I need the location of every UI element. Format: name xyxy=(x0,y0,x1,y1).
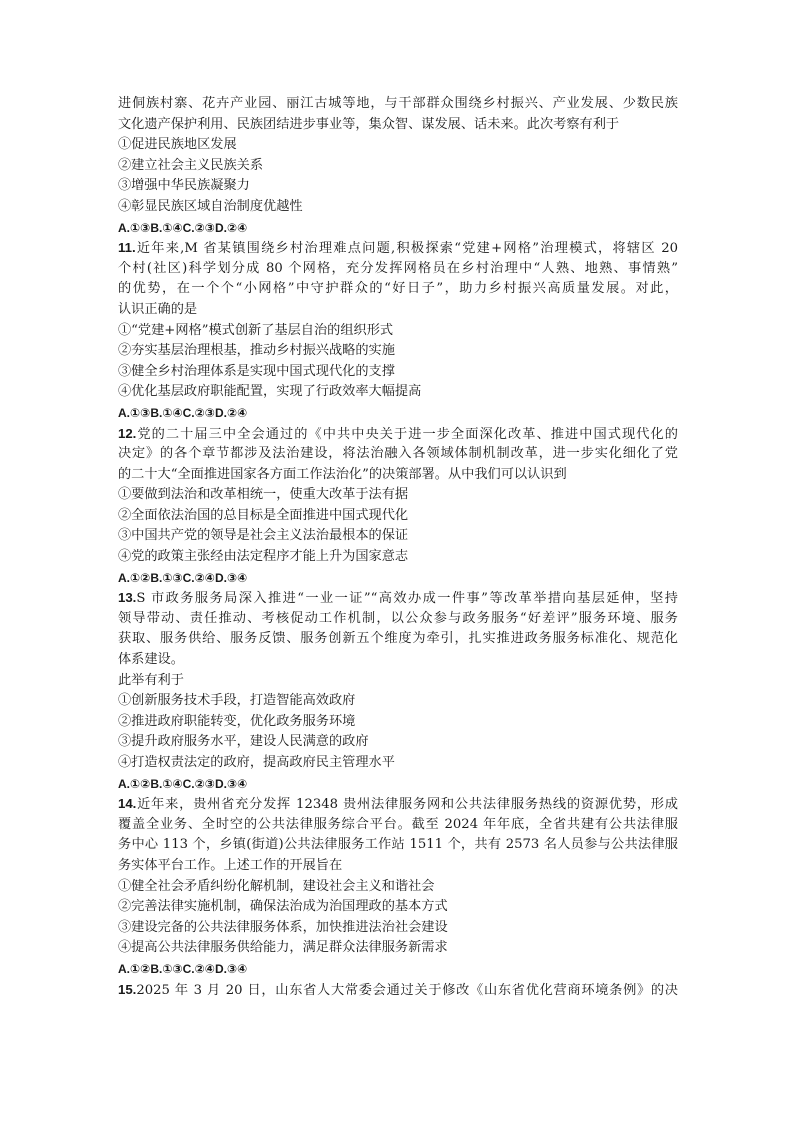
stem-line: 的二十大“全面推进国家各方面工作法治化”的决策部署。从中我们可以认识到 xyxy=(118,466,567,482)
stem-line: 个村(社区)科学划分成 80 个网格，充分发挥网格员在乡村治理中“人熟、地熟、事情熟” xyxy=(118,260,678,276)
option: ②推进政府职能转变，优化政务服务环境 xyxy=(118,713,356,729)
stem-line: 领导带动、责任推动、考核促动工作机制，以公众参与政务服务“好差评”服务环境、服务 xyxy=(118,610,678,626)
answer-choices: A.①③B.①④C.②③D.②④ xyxy=(118,220,248,235)
question-12 xyxy=(118,424,678,589)
option: ③中国共产党的领导是社会主义法治最根本的保证 xyxy=(118,528,409,544)
option: ④打造权责法定的政府，提高政府民主管理水平 xyxy=(118,755,395,770)
answer-choices: A.①②B.①③C.②④D.③④ xyxy=(118,570,248,585)
stem-line: 的优势，在一个个“小网格”中守护群众的“好日子”，助力乡村振兴高质量发展。对此， xyxy=(118,281,678,297)
option: ③建设完备的公共法律服务体系，加快推进法治社会建设 xyxy=(118,919,448,935)
option: ②夯实基层治理根基，推动乡村振兴战略的实施 xyxy=(118,343,395,359)
question-number: 15. xyxy=(118,981,137,997)
stem-line: 党的二十届三中全会通过的《中共中央关于进一步全面深化改革、推进中国式现代化的 xyxy=(136,426,678,442)
question-number: 13. xyxy=(118,590,137,606)
stem-line: 此举有利于 xyxy=(118,672,184,688)
stem-line: 务实体平台工作。上述工作的开展旨在 xyxy=(118,857,343,873)
stem-line: 文化遗产保护利用、民族团结进步事业等，集众智、谋发展、话未来。此次考察有利于 xyxy=(118,116,620,132)
stem-line: 近年来，贵州省充分发挥 12348 贵州法律服务网和公共法律服务热线的资源优势，形成 xyxy=(136,797,678,813)
option: ④彰显民族区域自治制度优越性 xyxy=(118,198,303,214)
stem-line: 获取、服务供给、服务反馈、服务创新五个维度为牵引，扎实推进政务服务标准化、规范化 xyxy=(118,631,678,647)
stem-line: 决定》的各个章节都涉及法治建设，将法治融入各领域体制机制改革，进一步实化细化了党 xyxy=(118,446,678,462)
stem-line: 覆盖全业务、全时空的公共法律服务综合平台。截至 2024 年年底，全省共建有公共法律服 xyxy=(118,816,678,832)
question-13 xyxy=(118,588,678,794)
option: ①要做到法治和改革相统一，使重大改革于法有据 xyxy=(118,487,409,503)
stem-line: S 市政务服务局深入推进“一业一证”“高效办成一件事”等改革举措向基层延伸，坚持 xyxy=(136,591,678,607)
question-14 xyxy=(118,794,678,979)
answer-choices: A.①③B.①④C.②③D.②④ xyxy=(118,405,248,420)
stem-line: 近年来,M 省某镇围绕乡村治理难点问题,积极探索“党建+网格”治理模式，将辖区 20 xyxy=(135,241,678,257)
option: ③增强中华民族凝聚力 xyxy=(118,178,250,194)
document-page xyxy=(118,94,678,1000)
stem-line: 进侗族村寨、花卉产业园、丽江古城等地，与干部群众围绕乡村振兴、产业发展、少数民族 xyxy=(118,96,678,111)
option: ④优化基层政府职能配置，实现了行政效率大幅提高 xyxy=(118,384,422,400)
stem-line: 认识正确的是 xyxy=(118,301,198,317)
answer-choices: A.①②B.①③C.②④D.③④ xyxy=(118,961,248,976)
option: ①“党建+网格”模式创新了基层自治的组织形式 xyxy=(118,322,394,338)
stem-line: 体系建设。 xyxy=(118,652,184,668)
question-15 xyxy=(118,980,678,1001)
option: ①促进民族地区发展 xyxy=(118,137,237,153)
option: ④党的政策主张经由法定程序才能上升为国家意志 xyxy=(118,549,409,565)
option: ①健全社会矛盾纠纷化解机制，建设社会主义和谐社会 xyxy=(118,878,435,894)
stem-line: 务中心 113 个，乡镇(街道)公共法律服务工作站 1511 个，共有 2573 名人员参与公共法律服 xyxy=(118,837,678,853)
question-number: 14. xyxy=(118,796,137,812)
option: ②建立社会主义民族关系 xyxy=(118,157,264,173)
option: ④提高公共法律服务供给能力，满足群众法律服务新需求 xyxy=(118,940,448,956)
question-11 xyxy=(118,238,678,423)
question-number: 12. xyxy=(118,425,137,441)
question-number: 11. xyxy=(118,240,136,256)
option: ①创新服务技术手段，打造智能高效政府 xyxy=(118,693,356,709)
question-10-continuation xyxy=(118,94,678,238)
answer-choices: A.①②B.①④C.②③D.③④ xyxy=(118,776,248,791)
option: ③健全乡村治理体系是实现中国式现代化的支撑 xyxy=(118,363,395,379)
option: ③提升政府服务水平，建设人民满意的政府 xyxy=(118,734,369,750)
option: ②完善法律实施机制，确保法治成为治国理政的基本方式 xyxy=(118,899,448,915)
stem-line: 2025 年 3 月 20 日，山东省人大常委会通过关于修改《山东省优化营商环境条例》的决 xyxy=(136,982,678,998)
option: ②全面依法治国的总目标是全面推进中国式现代化 xyxy=(118,507,409,523)
